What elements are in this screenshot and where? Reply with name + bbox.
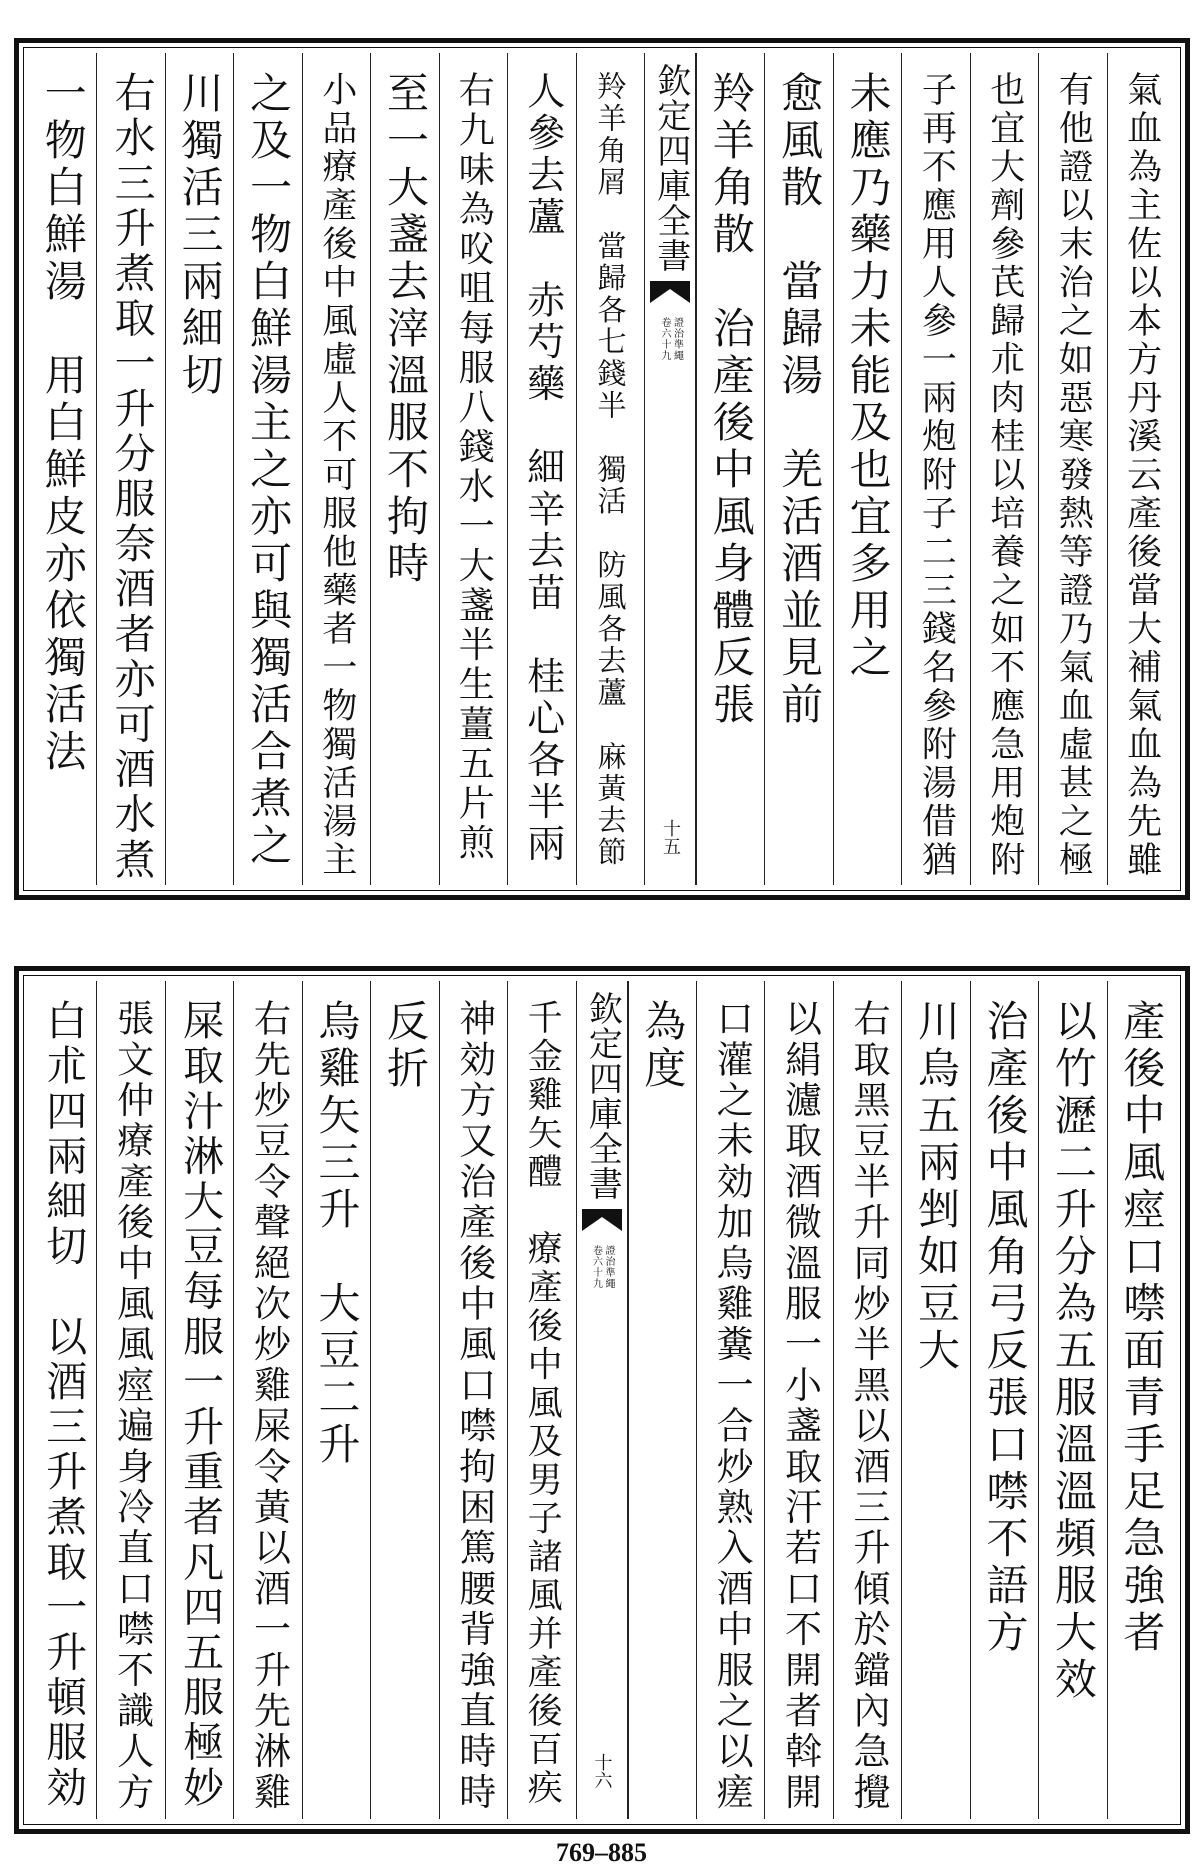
text-line: 愈風散 當歸湯 羌活酒並見前 [775,71,825,729]
text-line: 白朮四兩細切 以酒三升煮取一升頓服効 [39,999,88,1811]
text-line: 川獨活三兩細切 [175,71,225,400]
column [1038,981,1106,1819]
series-name: 證治準繩 [603,1245,614,1289]
column [901,53,969,885]
text-line: 右水三升煮取一升分服奈酒者亦可酒水煮 [107,71,156,883]
text-line: 屎取汁淋大豆每服一升重者凡四五服極妙 [176,999,225,1811]
column [764,981,832,1819]
column [233,981,301,1819]
top-page [14,38,1190,900]
series-info [590,1245,613,1289]
text-line: 也宜大劑參芪歸朮肉桂以培養之如不應急用炮附 [984,71,1025,880]
column [439,981,507,1819]
column [764,53,832,885]
text-line: 產後中風痙口噤面青手足急強者 [1117,999,1167,1657]
column [833,981,901,1819]
column [302,53,370,885]
text-line: 張文仲療產後中風風痙遍身冷直口噤不識人方 [110,999,154,1813]
column [165,53,233,885]
column [29,981,96,1819]
column [165,981,233,1819]
column [439,53,507,885]
text-line: 為度 [638,999,688,1093]
text-line: 治產後中風角弓反張口噤不語方 [980,999,1030,1657]
text-line: 右取黑豆半升同炒半黑以酒三升傾於鐺內急攪 [846,999,890,1813]
fish-tail-mark-icon [582,1209,622,1231]
fish-tail-mark-icon [650,281,690,303]
column [970,981,1038,1819]
column [696,981,764,1819]
folio-number: 十五 [659,819,681,855]
column [507,53,575,885]
text-line: 烏雞矢三升 大豆二升 [312,999,362,1469]
column [696,53,764,885]
text-line: 以竹瀝二升分為五服溫溫頻服大效 [1048,999,1098,1704]
folio-number: 十六 [591,1753,613,1789]
column [370,53,438,885]
book-title: 欽定四庫全書 [650,63,691,273]
column [96,981,164,1819]
text-line: 之及一物白鮮湯主之亦可與獨活合煮之 [244,71,294,870]
column [507,981,575,1819]
text-line: 神効方又治產後中風口噤拘困篤腰背強直時時 [452,999,496,1813]
text-line: 有他證以末治之如惡寒發熱等證乃氣血虛甚之極 [1053,71,1094,880]
text-line: 口灌之未効加烏雞糞一合炒熟入酒中服之以瘥 [710,999,754,1813]
column [29,53,96,885]
column [833,53,901,885]
text-line: 千金雞矢醴 療產後中風及男子諸風并產後百疾 [522,999,563,1808]
text-line: 右先炒豆令聲絕次炒雞屎令黃以酒一升先淋雞 [247,999,291,1813]
text-line: 子再不應用人參一兩炮附子二三錢名參附湯借猶 [916,71,957,880]
top-columns [29,53,1175,885]
text-line: 氣血為主佐以本方丹溪云產後當大補氣血為先雖 [1121,71,1162,880]
volume-number: 卷六十九 [658,317,670,361]
text-line: 川烏五兩剉如豆大 [912,999,962,1375]
bottom-page [14,966,1190,1834]
column [970,53,1038,885]
text-line: 一物白鮮湯 用白鮮皮亦依獨活法 [38,71,88,776]
column [1107,53,1175,885]
text-line: 反折 [380,999,430,1093]
column [1107,981,1175,1819]
column [628,981,696,1819]
column [233,53,301,885]
text-line: 小品療產後中風虛人不可服他藥者一物獨活湯主 [316,71,357,880]
text-line: 右九味為㕮咀每服八錢水一大盞半生薑五片煎 [453,71,495,863]
column [1038,53,1106,885]
volume-number: 卷六十九 [590,1245,602,1289]
text-line: 羚羊角散 治產後中風身體反張 [706,71,756,729]
page-number: 769–885 [556,1838,647,1867]
center-fold [576,981,628,1819]
series-name: 證治準繩 [671,317,683,361]
column [901,981,969,1819]
column [302,981,370,1819]
text-line: 以絹濾取酒微溫服一小盞取汗若口不開者斡開 [778,999,822,1813]
text-line: 羚羊角屑 當歸各七錢半 獨活 防風各去蘆 麻黃去節 [593,71,628,869]
text-line: 人參去蘆 赤芍藥 細辛去苗 桂心各半兩 [520,71,565,866]
series-info [658,317,681,361]
center-fold [644,53,696,885]
bottom-columns [29,981,1175,1819]
column [576,53,644,885]
column [96,53,164,885]
column [370,981,438,1819]
book-title: 欽定四庫全書 [582,991,623,1201]
text-line: 未應乃藥力未能及也宜多用之 [843,71,893,682]
text-line: 至一大盞去滓溫服不拘時 [380,71,430,588]
